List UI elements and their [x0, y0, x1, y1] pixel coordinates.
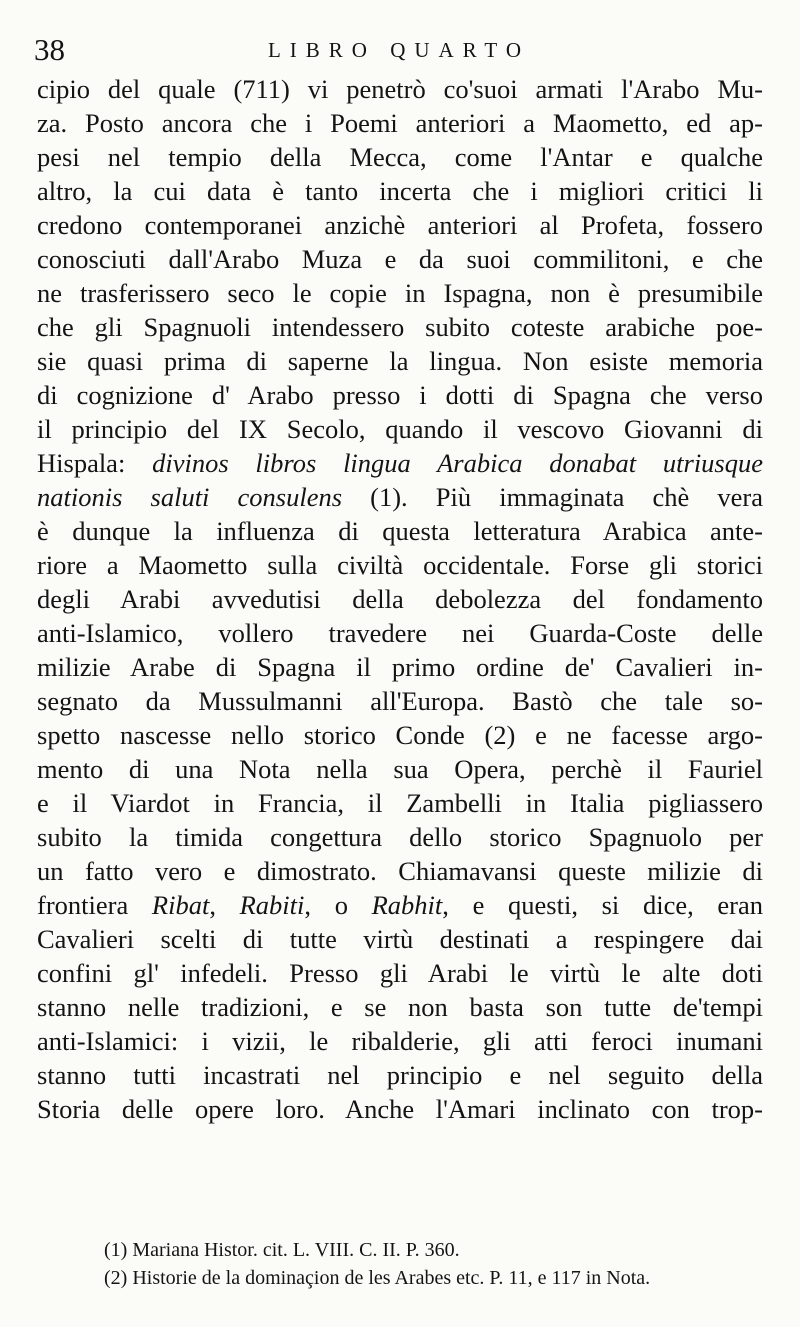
text-line: anti-Islamico, vollero travedere nei Guarda-Coste delle	[37, 618, 763, 648]
footnote: (2) Historie de la dominaçion de les Arabes etc. P. 11, e 117 in Nota.	[104, 1267, 651, 1289]
text-line: confini gl' infedeli. Presso gli Arabi le virtù le alte doti	[37, 958, 763, 988]
text-line: mento di una Nota nella sua Opera, perchè il Fauriel	[37, 754, 763, 784]
text-line: stanno tutti incastrati nel principio e nel seguito della	[37, 1060, 763, 1090]
text-line: che gli Spagnuoli intendessero subito coteste arabiche poe-	[37, 312, 763, 342]
text-line: riore a Maometto sulla civiltà occidentale. Forse gli storici	[37, 550, 763, 580]
text-run: ,	[209, 890, 240, 920]
text-line: pesi nel tempio della Mecca, come l'Antar e qualche	[37, 142, 763, 172]
text-line: un fatto vero e dimostrato. Chiamavansi queste milizie di	[37, 856, 763, 886]
text-line: il principio del IX Secolo, quando il vescovo Giovanni di	[37, 414, 763, 444]
text-line: anti-Islamici: i vizii, le ribalderie, gli atti feroci inumani	[37, 1026, 763, 1056]
latin-quotation: nationis saluti consulens	[37, 482, 343, 512]
text-line: za. Posto ancora che i Poemi anteriori a Maometto, ed ap-	[37, 108, 763, 138]
text-line	[37, 888, 763, 922]
text-line: ne trasferissero seco le copie in Ispagna, non è presumibile	[37, 278, 763, 308]
text-line: altro, la cui data è tanto incerta che i migliori critici li	[37, 176, 763, 206]
text-run: Hispala:	[37, 448, 153, 478]
text-line: segnato da Mussulmanni all'Europa. Bastò che tale so-	[37, 686, 763, 716]
text-run: frontiera	[37, 890, 152, 920]
text-line: è dunque la influenza di questa letteratura Arabica ante-	[37, 516, 763, 546]
text-line: credono contemporanei anzichè anteriori al Profeta, fossero	[37, 210, 763, 240]
italic-term: Ribat	[151, 890, 210, 920]
latin-quotation: divinos libros lingua Arabica donabat utriusque	[152, 448, 763, 478]
page-number: 38	[34, 32, 65, 67]
text-line	[37, 480, 763, 514]
running-title: LIBRO QUARTO	[267, 38, 531, 62]
text-line	[37, 446, 763, 480]
page-header	[34, 28, 764, 72]
text-line: conosciuti dall'Arabo Muza e da suoi commilitoni, e che	[37, 244, 763, 274]
text-line: e il Viardot in Francia, il Zambelli in Italia pigliassero	[37, 788, 763, 818]
footnote: (1) Mariana Histor. cit. L. VIII. C. II. P. 360.	[104, 1239, 460, 1261]
text-run: , e questi, si dice, eran	[442, 890, 763, 920]
text-line: di cognizione d' Arabo presso i dotti di Spagna che verso	[37, 380, 763, 410]
text-line: milizie Arabe di Spagna il primo ordine de' Cavalieri in-	[37, 652, 763, 682]
text-line: Cavalieri scelti di tutte virtù destinati a respingere dai	[37, 924, 763, 954]
text-run: (1). Più immaginata chè vera	[342, 482, 763, 512]
italic-term: Rabiti	[239, 890, 305, 920]
text-line: Storia delle opere loro. Anche l'Amari inclinato con trop-	[37, 1094, 763, 1124]
text-line: sie quasi prima di saperne la lingua. Non esiste memoria	[37, 346, 763, 376]
text-run: , o	[304, 890, 372, 920]
text-line: degli Arabi avvedutisi della debolezza del fondamento	[37, 584, 763, 614]
text-line: cipio del quale (711) vi penetrò co'suoi armati l'Arabo Mu-	[37, 74, 763, 104]
text-line: spetto nascesse nello storico Conde (2) e ne facesse argo-	[37, 720, 763, 750]
text-line: stanno nelle tradizioni, e se non basta son tutte de'tempi	[37, 992, 763, 1022]
italic-term: Rabhit	[371, 890, 443, 920]
text-line: subito la timida congettura dello storico Spagnuolo per	[37, 822, 763, 852]
